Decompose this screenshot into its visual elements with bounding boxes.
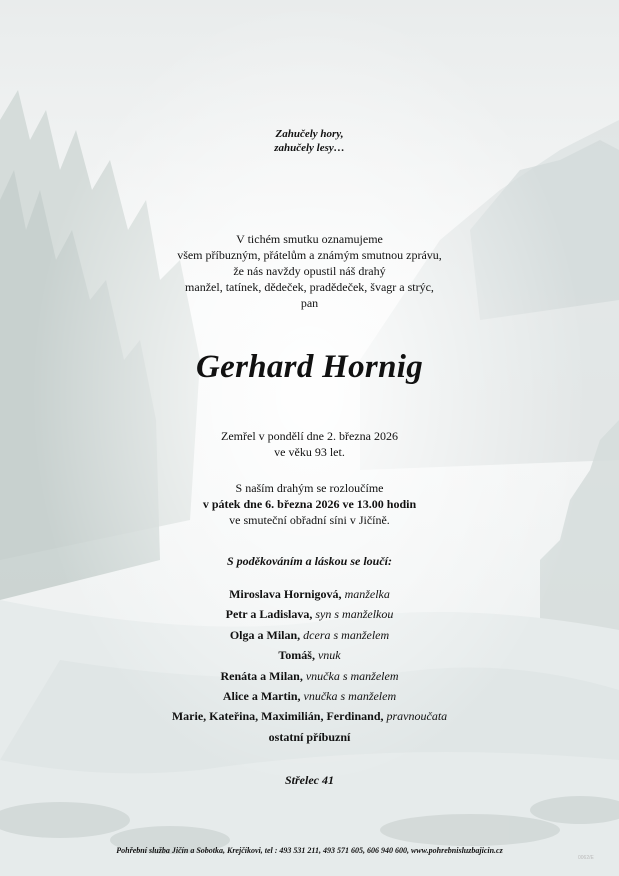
intro-line-2: všem příbuzným, přátelům a známým smutnou zprávu, [177, 248, 442, 262]
death-info [0, 428, 619, 460]
intro-line-4: manžel, tatínek, dědeček, pradědeček, švagr a strýc, [185, 280, 434, 294]
intro-line-5: pan [300, 296, 319, 310]
mourner: Renáta a Milan, vnučka s manželem [220, 668, 399, 683]
motto-line-2: zahučely lesy… [274, 142, 345, 154]
mourners-list [0, 584, 619, 747]
funeral-service-footer: Pohřební služba Jičín a Sobotka, Krejčíkovi, tel : 493 531 211, 493 571 605, 606 940 600, www.pohrebnisluzbajicin.cz [116, 846, 503, 855]
intro-line-3: že nás navždy opustil náš drahý [233, 264, 386, 278]
mourner: Alice a Martin, vnučka s manželem [222, 689, 397, 704]
funeral-place: ve smuteční obřadní síni v Jičíně. [229, 513, 390, 527]
death-date: Zemřel v pondělí dne 2. března 2026 [221, 429, 398, 443]
deceased-name: Gerhard Hornig [196, 349, 423, 385]
mourner: Olga a Milan, dcera s manželem [229, 627, 390, 642]
mourner: ostatní příbuzní [268, 729, 351, 744]
mourner: Marie, Kateřina, Maximilián, Ferdinand, pravnoučata [171, 709, 448, 724]
announcement-intro [0, 231, 619, 311]
intro-line-1: V tichém smutku oznamujeme [236, 232, 383, 246]
thanks-heading: S poděkováním a láskou se loučí: [226, 554, 392, 568]
mourner: Tomáš, vnuk [278, 648, 341, 663]
funeral-date: v pátek dne 6. března 2026 ve 13.00 hodin [202, 497, 417, 511]
document-code: 0062/E [578, 855, 594, 861]
funeral-info [0, 480, 619, 528]
mourner: Petr a Ladislava, syn s manželkou [225, 607, 394, 622]
motto-line-1: Zahučely hory, [275, 128, 344, 140]
funeral-line-1: S naším drahým se rozloučíme [235, 481, 384, 495]
motto [0, 127, 619, 155]
mourner: Miroslava Hornigová, manželka [229, 587, 390, 601]
family-address: Střelec 41 [285, 773, 334, 787]
death-age: ve věku 93 let. [274, 445, 345, 459]
